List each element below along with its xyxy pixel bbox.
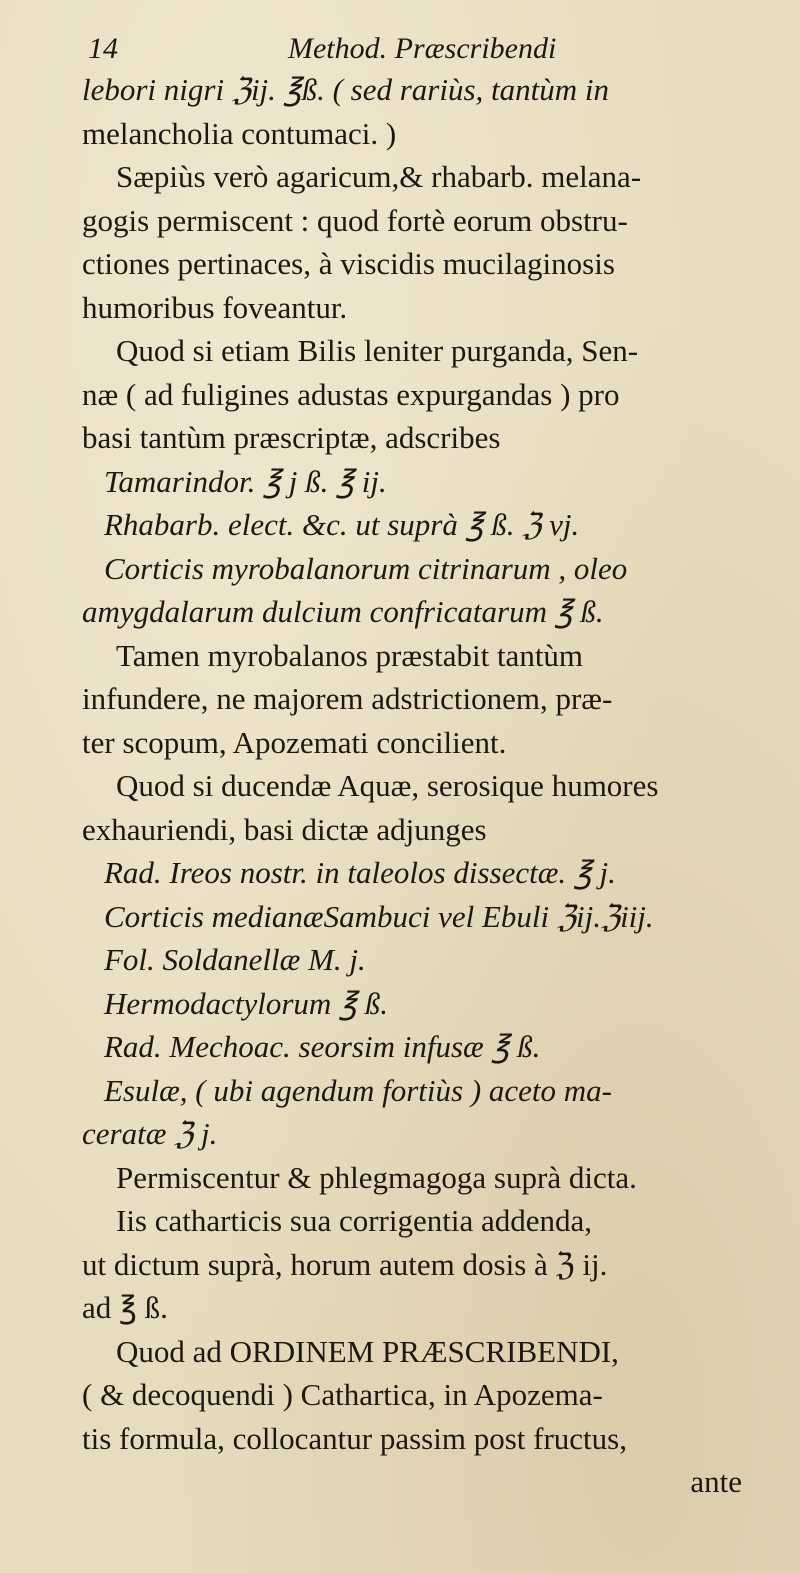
text-line: Quod si ducendæ Aquæ, serosique humores	[116, 768, 659, 803]
recipe-line: Rhabarb. elect. &c. ut suprà ℥ ß. ℨ vj.	[104, 507, 580, 542]
text-line: ut dictum suprà, horum autem dosis à ℨ ij.	[82, 1246, 608, 1282]
text-line: Permiscentur & phlegmagoga suprà dicta.	[116, 1159, 637, 1195]
text-line: infundere, ne majorem adstrictionem, præ-	[82, 681, 613, 716]
text-line: lebori nigri ℨij. ℥ß. ( sed rariùs, tantùm in	[82, 72, 609, 107]
text-line: gogis permiscent : quod fortè eorum obstru-	[82, 202, 628, 238]
text-line: Tamen myrobalanos præstabit tantùm	[116, 637, 584, 673]
recipe-line: amygdalarum dulcium confricatarum ℥ ß.	[82, 594, 604, 629]
recipe-line: Esulæ, ( ubi agendum fortiùs ) aceto ma-	[104, 1072, 613, 1108]
page-number: 14	[88, 32, 118, 65]
text-line: tis formula, collocantur passim post fructus,	[82, 1420, 627, 1456]
catchword: ante	[690, 1464, 742, 1499]
recipe-line: Rad. Ireos nostr. in taleolos dissectæ. ℥ j.	[104, 855, 616, 890]
text-line: Quod ad ORDINEM PRÆSCRIBENDI,	[116, 1333, 619, 1369]
text-line: humoribus foveantur.	[82, 289, 348, 325]
recipe-line: Fol. Soldanellæ M. j.	[104, 942, 366, 977]
text-line: næ ( ad fuligines adustas expurgandas ) pro	[82, 376, 620, 412]
text-line: Quod si etiam Bilis leniter purganda, Sen-	[116, 333, 639, 368]
text-line: basi tantùm præscriptæ, adscribes	[82, 420, 501, 455]
recipe-line: Corticis myrobalanorum citrinarum , oleo	[104, 550, 628, 586]
text-line: exhauriendi, basi dictæ adjunges	[82, 811, 487, 847]
recipe-line: ceratæ ℨ j.	[82, 1116, 218, 1151]
text-line: Sæpiùs verò agaricum,& rhabarb. melana-	[116, 159, 642, 194]
body-text	[82, 68, 772, 1504]
text-line: ter scopum, Apozemati concilient.	[82, 724, 507, 760]
text-line: Iis catharticis sua corrigentia addenda,	[116, 1203, 592, 1238]
text-line: ad ℥ ß.	[82, 1290, 168, 1325]
recipe-line: Corticis medianæSambuci vel Ebuli ℨij.ℨiij.	[104, 898, 654, 934]
running-head: Method. Præscribendi	[288, 32, 557, 65]
text-line: melancholia contumaci. )	[82, 115, 397, 151]
recipe-line: Hermodactylorum ℥ ß.	[104, 985, 388, 1021]
recipe-line: Tamarindor. ℥ j ß. ℥ ij.	[104, 463, 387, 499]
recipe-line: Rad. Mechoac. seorsim infusæ ℥ ß.	[104, 1029, 541, 1064]
text-line: ( & decoquendi ) Cathartica, in Apozema-	[82, 1377, 603, 1412]
text-line: ctiones pertinaces, à viscidis mucilaginosis	[82, 246, 615, 281]
page-header	[88, 28, 748, 68]
